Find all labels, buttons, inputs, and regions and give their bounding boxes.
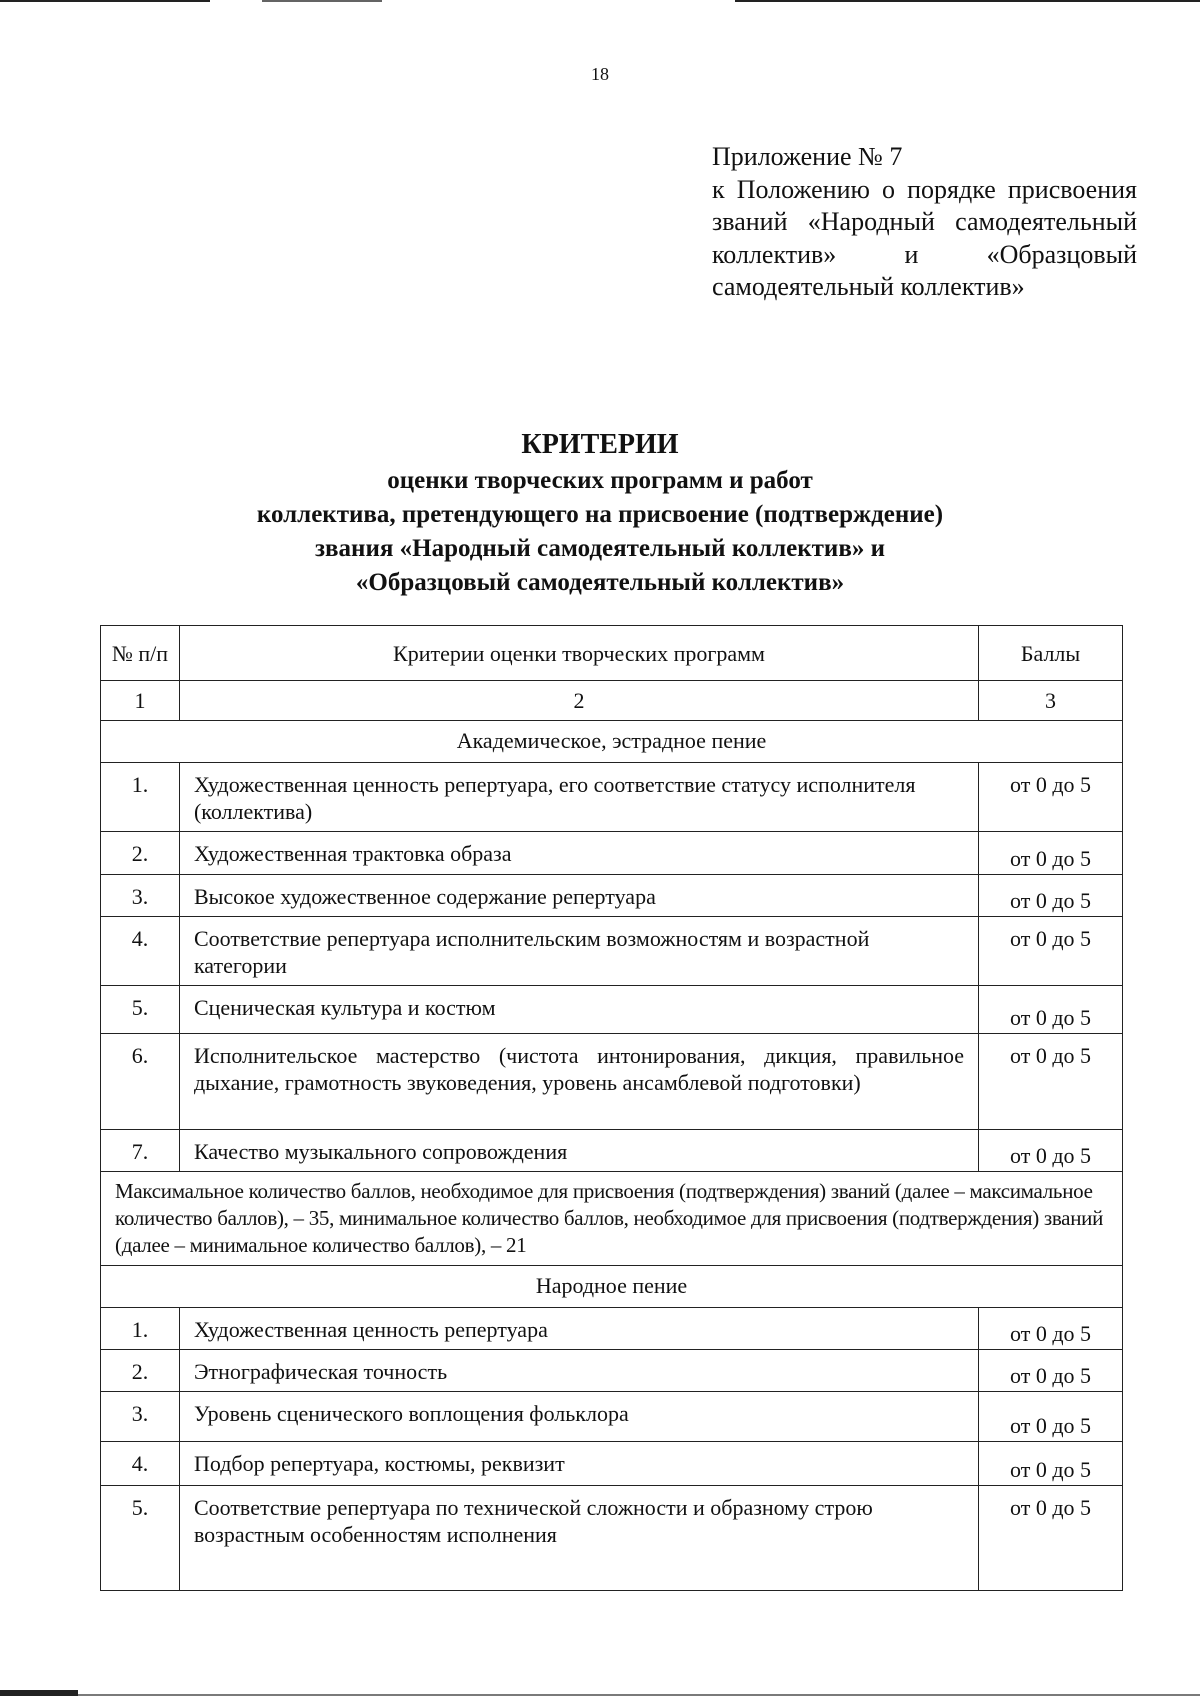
score-note-row <box>101 1172 1123 1266</box>
row-points: от 0 до 5 <box>979 1486 1123 1591</box>
row-criterion: Художественная трактовка образа <box>179 832 978 875</box>
table-row <box>101 917 1123 986</box>
scan-artifact-top-left <box>0 0 210 2</box>
row-criterion: Этнографическая точность <box>179 1350 978 1392</box>
table-header-row <box>101 626 1123 681</box>
column-number: 1 <box>101 681 180 721</box>
section-header-row <box>101 721 1123 763</box>
row-points: от 0 до 5 <box>979 917 1123 986</box>
table-row <box>101 1486 1123 1591</box>
table-row <box>101 1350 1123 1392</box>
row-points: от 0 до 5 <box>979 1392 1123 1442</box>
section-title-folk: Народное пение <box>101 1266 1123 1308</box>
row-number: 3. <box>101 1392 180 1442</box>
table-row <box>101 832 1123 875</box>
table-row <box>101 763 1123 832</box>
row-number: 4. <box>101 1442 180 1486</box>
row-criterion: Исполнительское мастерство (чистота интонирования, дикция, правильное дыхание, грамотность звуковедения, уровень ансамблевой подготовки) <box>179 1034 978 1130</box>
table-row <box>101 986 1123 1034</box>
header-points: Баллы <box>979 626 1123 681</box>
row-criterion: Качество музыкального сопровождения <box>179 1130 978 1172</box>
appendix-reference <box>712 141 1137 304</box>
criteria-table <box>100 625 1123 1591</box>
row-criterion: Сценическая культура и костюм <box>179 986 978 1034</box>
table-row <box>101 1130 1123 1172</box>
row-criterion: Подбор репертуара, костюмы, реквизит <box>179 1442 978 1486</box>
row-number: 4. <box>101 917 180 986</box>
section-header-row <box>101 1266 1123 1308</box>
score-note: Максимальное количество баллов, необходимое для присвоения (подтверждения) званий (далее – максимальное количество баллов), – 35, минимальное количество баллов, необходимое для присвоения (подтверждения) званий (далее – минимальное количество баллов), – 21 <box>101 1172 1123 1266</box>
title-subtitle-line-4: «Образцовый самодеятельный коллектив» <box>355 569 845 596</box>
row-points: от 0 до 5 <box>979 1350 1123 1392</box>
row-points: от 0 до 5 <box>979 763 1123 832</box>
row-criterion: Соответствие репертуара по технической сложности и образному строю возрастным особенностям исполнения <box>179 1486 978 1591</box>
document-title <box>0 428 1200 600</box>
appendix-description: к Положению о порядке присвоения званий «Народный самодеятельный коллектив» и «Образцовый самодеятельный коллектив» <box>712 174 1137 301</box>
row-criterion: Художественная ценность репертуара, его соответствие статусу исполнителя (коллектива) <box>179 763 978 832</box>
table-row <box>101 1034 1123 1130</box>
table-row <box>101 1442 1123 1486</box>
row-number: 1. <box>101 763 180 832</box>
table-row <box>101 1308 1123 1350</box>
row-points: от 0 до 5 <box>979 1442 1123 1486</box>
row-number: 1. <box>101 1308 180 1350</box>
row-number: 5. <box>101 1486 180 1591</box>
row-criterion: Соответствие репертуара исполнительским возможностям и возрастной категории <box>179 917 978 986</box>
table-row <box>101 1392 1123 1442</box>
column-number-row <box>101 681 1123 721</box>
table-row <box>101 875 1123 917</box>
header-number: № п/п <box>101 626 180 681</box>
row-points: от 0 до 5 <box>979 1130 1123 1172</box>
section-title-academic: Академическое, эстрадное пение <box>101 721 1123 763</box>
column-number: 2 <box>179 681 978 721</box>
title-subtitle-line-2: коллектива, претендующего на присвоение (подтверждение) <box>256 501 944 528</box>
page-number: 18 <box>591 64 609 84</box>
row-number: 6. <box>101 1034 180 1130</box>
row-criterion: Художественная ценность репертуара <box>179 1308 978 1350</box>
row-points: от 0 до 5 <box>979 986 1123 1034</box>
row-number: 5. <box>101 986 180 1034</box>
row-number: 2. <box>101 832 180 875</box>
column-number: 3 <box>979 681 1123 721</box>
row-criterion: Высокое художественное содержание репертуара <box>179 875 978 917</box>
row-number: 3. <box>101 875 180 917</box>
title-main: КРИТЕРИИ <box>521 429 679 460</box>
title-subtitle-line-3: звания «Народный самодеятельный коллектив» и <box>315 535 885 562</box>
scan-artifact-bottom-left <box>0 1690 78 1696</box>
row-points: от 0 до 5 <box>979 832 1123 875</box>
title-subtitle-line-1: оценки творческих программ и работ <box>387 467 813 494</box>
row-number: 2. <box>101 1350 180 1392</box>
appendix-number: Приложение № 7 <box>712 142 903 171</box>
row-points: от 0 до 5 <box>979 1308 1123 1350</box>
row-number: 7. <box>101 1130 180 1172</box>
scan-artifact-top-right <box>735 0 1200 2</box>
row-points: от 0 до 5 <box>979 875 1123 917</box>
header-criteria: Критерии оценки творческих программ <box>179 626 978 681</box>
row-points: от 0 до 5 <box>979 1034 1123 1130</box>
row-criterion: Уровень сценического воплощения фольклора <box>179 1392 978 1442</box>
scan-artifact-top-mid <box>262 0 382 2</box>
scan-artifact-bottom-line <box>78 1694 1200 1696</box>
